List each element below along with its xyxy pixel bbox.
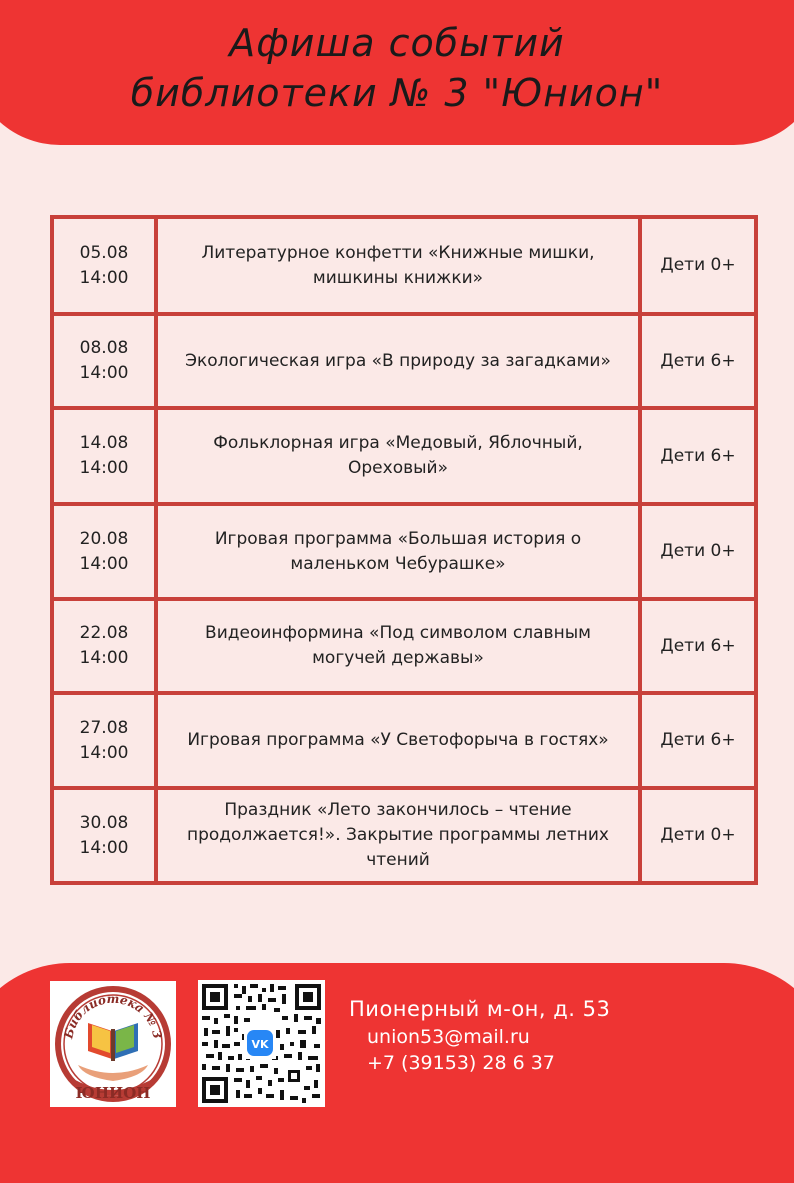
event-date: 20.08 — [79, 528, 129, 549]
event-date: 27.08 — [79, 717, 129, 738]
table-row — [52, 693, 756, 788]
library-logo-icon — [50, 981, 176, 1107]
table-row — [52, 504, 756, 599]
qr-code-icon — [198, 980, 325, 1107]
event-time: 14:00 — [79, 363, 129, 383]
age-rating: Дети 6+ — [640, 314, 756, 408]
events-table — [50, 215, 758, 885]
date-cell — [52, 408, 156, 504]
svg-text:ЮНИОН: ЮНИОН — [75, 1084, 151, 1102]
table-row — [52, 599, 756, 693]
email-link[interactable]: union53@mail.ru — [367, 1026, 530, 1048]
event-title: Литературное конфетти «Книжные мишки, мишкины книжки» — [156, 217, 640, 314]
age-rating: Дети 6+ — [640, 693, 756, 788]
event-title: Игровая программа «Большая история о маленьком Чебурашке» — [156, 504, 640, 599]
event-time: 14:00 — [79, 837, 129, 858]
event-time: 14:00 — [79, 458, 129, 478]
event-title: Видеоинформина «Под символом славным могучей державы» — [156, 599, 640, 693]
table-row — [52, 314, 756, 408]
svg-text:VK: VK — [251, 1038, 269, 1051]
title-line-1: Афиша событий — [229, 21, 565, 65]
event-date: 08.08 — [79, 338, 129, 358]
event-time: 14:00 — [79, 648, 129, 668]
library-logo — [50, 981, 176, 1107]
age-rating: Дети 6+ — [640, 408, 756, 504]
event-title: Праздник «Лето закончилось – чтение продолжается!». Закрытие программы летних чтений — [156, 788, 640, 883]
phone-number[interactable]: +7 (39153) 28 6 37 — [367, 1052, 555, 1074]
age-rating: Дети 0+ — [640, 504, 756, 599]
event-date: 14.08 — [79, 433, 129, 453]
date-cell — [52, 599, 156, 693]
address-text: Пионерный м-он, д. 53 — [349, 997, 611, 1021]
event-title: Экологическая игра «В природу за загадками» — [156, 314, 640, 408]
event-date: 30.08 — [79, 812, 129, 833]
table-row — [52, 788, 756, 883]
event-title: Фольклорная игра «Медовый, Яблочный, Ореховый» — [156, 408, 640, 504]
event-date: 05.08 — [79, 242, 129, 263]
event-time: 14:00 — [79, 742, 129, 763]
table-row — [52, 217, 756, 314]
date-cell — [52, 788, 156, 883]
date-cell — [52, 314, 156, 408]
age-rating: Дети 0+ — [640, 217, 756, 314]
date-cell — [52, 504, 156, 599]
vk-qr-code[interactable] — [198, 980, 325, 1107]
svg-text:Библиотека № 3: Библиотека № 3 — [61, 991, 165, 1041]
page-title — [0, 18, 794, 118]
date-cell — [52, 693, 156, 788]
event-time: 14:00 — [79, 553, 129, 574]
event-time: 14:00 — [79, 267, 129, 288]
date-cell — [52, 217, 156, 314]
age-rating: Дети 0+ — [640, 788, 756, 883]
event-date: 22.08 — [79, 623, 129, 643]
title-line-2: библиотеки № 3 "Юнион" — [130, 71, 664, 115]
age-rating: Дети 6+ — [640, 599, 756, 693]
event-title: Игровая программа «У Светофорыча в гостях» — [156, 693, 640, 788]
table-row — [52, 408, 756, 504]
contacts-block — [349, 994, 610, 1076]
